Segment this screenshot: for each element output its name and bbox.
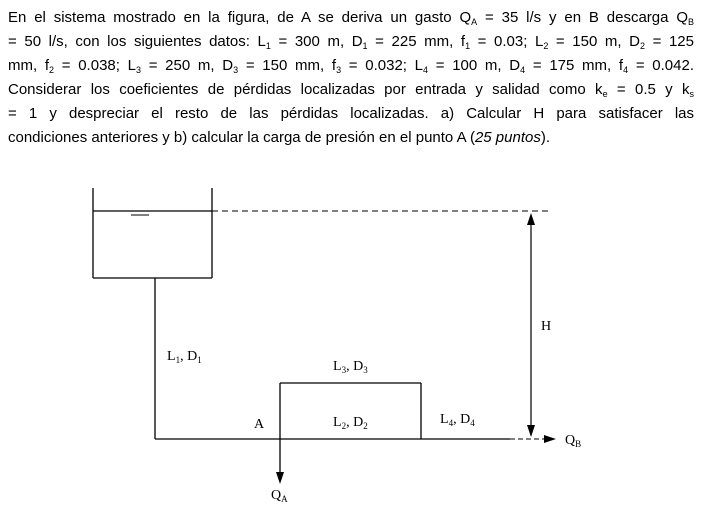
subscript: B [687,17,694,27]
subscript: 2 [543,41,549,51]
text-run: = 0.038; L [54,57,136,74]
points-italic: 25 puntos [474,129,541,146]
text-run: = 300 m, D [270,33,363,50]
subscript: 2 [640,41,646,51]
subscript: 1 [265,41,271,51]
subscript: 4 [520,65,526,75]
label-H: H [541,319,552,334]
text-run: = 1 y despreciar el resto de las pérdidas localizadas. a) Calcular H para satisfacer las [8,105,694,122]
subscript: A [471,17,478,27]
text-run: = 0.5 y k [607,81,690,98]
text-run: En el sistema mostrado en la figura, de A se deriva un gasto Q [8,9,472,26]
text-run: = 225 mm, f [367,33,466,50]
discharge-arrow-QB [510,435,556,443]
label-L1-D1: $L_1$, $D_1$ [167,349,202,365]
label-QA: $Q_A$ [271,488,288,504]
text-run: = 150 m, D [548,33,640,50]
text-run: = 0.042. [628,57,694,74]
text-run: = 125 [645,33,694,50]
text-run: condiciones anteriores y b) calcular la carga de presión en el punto A ( [8,129,475,146]
subscript: s [689,89,694,99]
subscript: 1 [465,41,471,51]
label-L2-D2: $L_2$, $D_2$ [333,415,368,431]
subscript: 2 [49,65,55,75]
label-QB: $Q_B$ [565,433,582,449]
outflow-arrow-QA [276,439,284,484]
text-run: mm, f [8,57,50,74]
label-point-A: A [254,417,265,432]
text-run: = 100 m, D [428,57,521,74]
text-run: = 150 mm, f [238,57,337,74]
subscript: 1 [362,41,368,51]
label-L4-D4: $L_4$, $D_4$ [440,412,475,428]
text-run: = 175 mm, f [525,57,624,74]
text-run: ). [540,129,551,146]
reservoir [93,188,212,278]
subscript: 4 [623,65,629,75]
text-run: Considerar los coeficientes de pérdidas localizadas por entrada y salidad como k [8,81,603,98]
text-run: = 50 l/s, con los siguientes datos: L [8,33,266,50]
height-dimension-H [527,213,535,437]
subscript: 4 [423,65,429,75]
subscript: 3 [135,65,141,75]
subscript: 3 [336,65,342,75]
text-run: = 0.03; L [470,33,544,50]
text-run: = 250 m, D [141,57,234,74]
subscript: 3 [233,65,239,75]
text-run: = 0.032; L [341,57,424,74]
label-L3-D3: $L_3$, $D_3$ [333,359,368,375]
text-run: = 35 l/s y en B descarga Q [477,9,688,26]
subscript: e [602,89,608,99]
